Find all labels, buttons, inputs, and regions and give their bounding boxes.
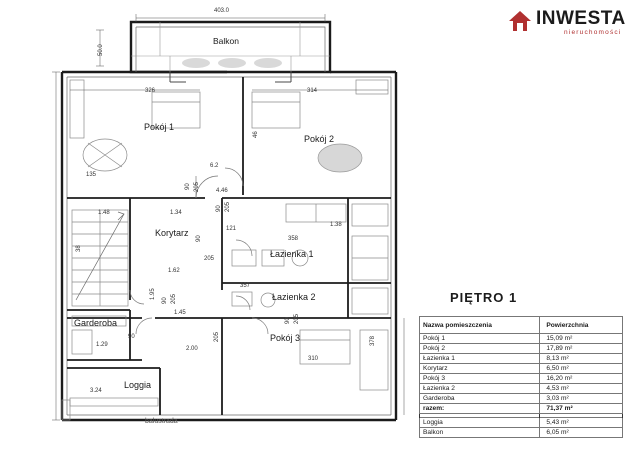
room-label-korytarz: Korytarz (155, 228, 189, 238)
room-name: Pokój 2 (420, 344, 540, 354)
room-label-lazienka-2: Łazienka 2 (272, 292, 316, 302)
dim-mid-25: 2.00 (186, 346, 198, 352)
total-area: 71,37 m² (540, 404, 623, 414)
dim-mid-28: 378 (370, 335, 376, 346)
total-label: razem: (420, 404, 540, 414)
room-area: 5,43 m² (540, 418, 623, 428)
room-area: 15,09 m² (540, 334, 623, 344)
room-area: 17,89 m² (540, 344, 623, 354)
dim-mid-27: 310 (308, 356, 319, 362)
table-row-total (420, 404, 623, 414)
dim-mid-21: 90 (285, 317, 291, 324)
dim-mid-24: 90 (128, 334, 135, 340)
dim-mid-10: 1.38 (330, 222, 342, 228)
dim-pokoj1-width: 326 (145, 88, 156, 94)
dim-mid-29: 3.24 (90, 388, 102, 394)
label-balustrada: balustrada (145, 418, 178, 425)
dim-mid-16: 1.62 (168, 268, 180, 274)
table-row (420, 344, 623, 354)
dim-mid-22: 205 (294, 313, 300, 324)
dim-mid-19: 90 (162, 297, 168, 304)
table-row (420, 384, 623, 394)
dim-mid-2: 6.2 (210, 163, 219, 169)
dim-mid-6: 1.48 (98, 210, 110, 216)
room-label-pokoj-3: Pokój 3 (270, 333, 301, 343)
area-table (419, 316, 623, 438)
room-area: 6,05 m² (540, 428, 623, 438)
room-label-balkon: Balkon (213, 36, 239, 46)
dim-mid-12: 358 (288, 236, 299, 242)
room-label-garderoba: Garderoba (74, 318, 118, 328)
table-row (420, 364, 623, 374)
room-label-pokoj-1: Pokój 1 (144, 122, 175, 132)
room-name: Garderoba (420, 394, 540, 404)
dim-mid-11: 121 (226, 226, 237, 232)
dim-mid-3: 90 (185, 183, 191, 190)
room-name: Loggia (420, 418, 540, 428)
room-name: Korytarz (420, 364, 540, 374)
dim-mid-30: 1.95 (150, 288, 156, 300)
room-area: 3,03 m² (540, 394, 623, 404)
dim-top-overall: 403.0 (214, 8, 230, 14)
table-row (420, 354, 623, 364)
dim-mid-1: 46 (253, 131, 259, 138)
dim-mid-23: 1.29 (96, 342, 108, 348)
logo-tagline: nieruchomości (564, 29, 622, 36)
room-name: Balkon (420, 428, 540, 438)
dim-mid-18: 1.45 (174, 310, 186, 316)
column-header-area: Powierzchnia (540, 317, 623, 334)
dim-mid-4: 205 (194, 181, 200, 192)
room-label-loggia: Loggia (124, 380, 152, 390)
column-header-name: Nazwa pomieszczenia (420, 317, 540, 334)
dim-pokoj2-width: 314 (307, 88, 318, 94)
dim-mid-17: 357 (240, 283, 251, 289)
room-area: 6,50 m² (540, 364, 623, 374)
dim-mid-15: 38 (76, 245, 82, 252)
dim-mid-8: 90 (216, 205, 222, 212)
table-header-row (420, 317, 623, 334)
room-area: 8,13 m² (540, 354, 623, 364)
room-area: 4,53 m² (540, 384, 623, 394)
room-name: Pokój 1 (420, 334, 540, 344)
dim-mid-20: 205 (171, 293, 177, 304)
table-row-extra (420, 428, 623, 438)
dim-balkon-left: 50.0 (98, 44, 104, 56)
room-name: Pokój 3 (420, 374, 540, 384)
dim-mid-5: 4.46 (216, 188, 228, 194)
dim-pokoj1-height: 135 (86, 172, 97, 178)
page-title: PIĘTRO 1 (450, 290, 518, 305)
table-row (420, 334, 623, 344)
table-row (420, 394, 623, 404)
room-name: Łazienka 1 (420, 354, 540, 364)
table-row-extra (420, 418, 623, 428)
room-name: Łazienka 2 (420, 384, 540, 394)
room-label-pokoj-2: Pokój 2 (304, 134, 335, 144)
dim-mid-7: 1.34 (170, 210, 182, 216)
dim-mid-13: 90 (196, 235, 202, 242)
room-area: 16,20 m² (540, 374, 623, 384)
table-row (420, 374, 623, 384)
room-label-lazienka-1: Łazienka 1 (270, 249, 314, 259)
dim-mid-26: 205 (214, 331, 220, 342)
logo-name: INWESTA (536, 8, 626, 29)
dim-mid-9: 205 (225, 201, 231, 212)
dim-mid-14: 205 (204, 256, 215, 262)
